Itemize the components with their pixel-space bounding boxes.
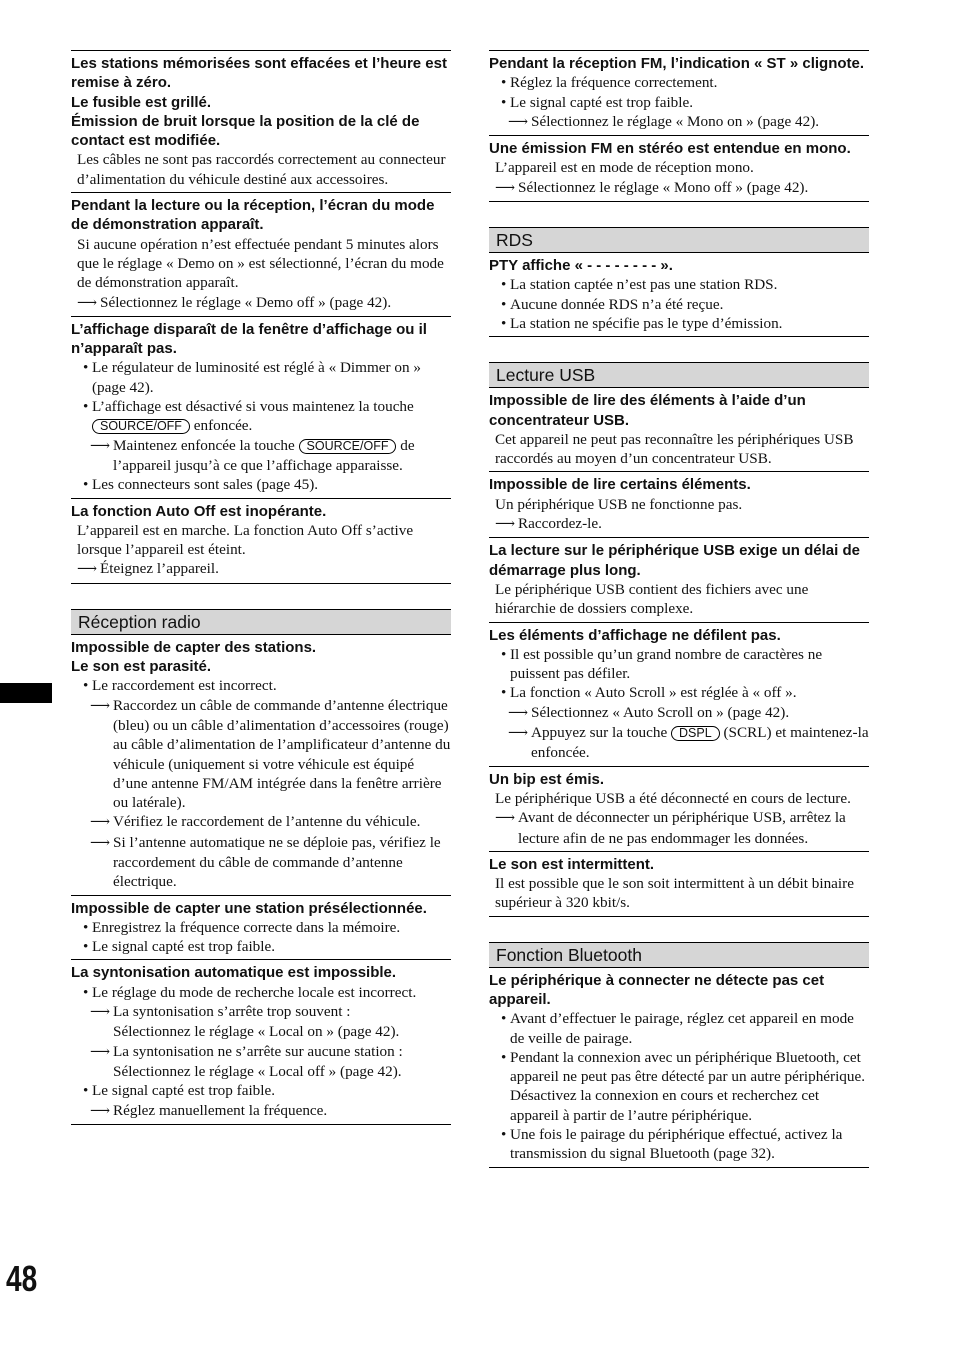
remedy-subline: Sélectionnez le réglage « Local on » (page 42). bbox=[113, 1023, 400, 1041]
list-item: • Réglez la fréquence correctement. bbox=[501, 74, 718, 92]
arrow-right-icon: ⟶ bbox=[508, 705, 529, 721]
trouble-heading: Le son est intermittent. bbox=[489, 855, 655, 873]
arrow-right-icon: ⟶ bbox=[90, 438, 111, 454]
remedy-line: ⟶ Sélectionnez « Auto Scroll on » (page 42). bbox=[489, 703, 869, 723]
trouble-heading: Pendant la lecture ou la réception, l’écran du mode de démonstration apparaît. bbox=[71, 197, 435, 234]
trouble-text: Il est possible que le son soit intermittent à un débit binaire supérieur à 320 kbit/s. bbox=[495, 875, 854, 912]
trouble-heading: Impossible de lire des éléments à l’aide d’un concentrateur USB. bbox=[489, 392, 806, 429]
trouble-heading: Une émission FM en stéréo est entendue en mono. bbox=[489, 140, 851, 158]
list-item: • Le raccordement est incorrect. bbox=[83, 677, 277, 695]
remedy-line: ⟶ Raccordez un câble de commande d’antenne électrique (bleu) ou un câble d’alimentation d’accessoires (rouge) au câble d’alimentation de l’amplificateur d’antenne du véhicule (uniquement si votre véhicule est équipé d’une antenne FM/AM intégrée dans la fenêtre arrière ou latérale). bbox=[90, 696, 451, 812]
remedy-subline: Sélectionnez le réglage « Local off » (page 42). bbox=[113, 1062, 402, 1080]
trouble-heading: Le fusible est grillé. bbox=[71, 93, 212, 111]
arrow-right-icon: ⟶ bbox=[508, 114, 529, 130]
arrow-right-icon: ⟶ bbox=[495, 517, 516, 533]
remedy-line: ⟶ Sélectionnez le réglage « Demo off » (page 42). bbox=[71, 293, 451, 313]
arrow-right-icon: ⟶ bbox=[90, 835, 111, 851]
list-item: • Le régulateur de luminosité est réglé à « Dimmer on » (page 42). bbox=[83, 359, 421, 396]
remedy-line: ⟶ Vérifiez le raccordement de l’antenne du véhicule. bbox=[71, 812, 451, 832]
list-item: • La station ne spécifie pas le type d’émission. bbox=[501, 314, 783, 332]
arrow-right-icon: ⟶ bbox=[495, 180, 516, 196]
list-item: • La fonction « Auto Scroll » est réglée à « off ». bbox=[501, 684, 797, 702]
remedy-line: ⟶ Sélectionnez le réglage « Mono on » (page 42). bbox=[489, 112, 869, 132]
source-off-button-label: SOURCE/OFF bbox=[299, 439, 397, 454]
arrow-right-icon: ⟶ bbox=[90, 1005, 111, 1021]
trouble-heading: La syntonisation automatique est impossible. bbox=[71, 964, 397, 982]
section-title-bluetooth: Fonction Bluetooth bbox=[489, 942, 869, 968]
list-item: • Le réglage du mode de recherche locale est incorrect. bbox=[83, 983, 417, 1001]
trouble-block-slow-start bbox=[489, 537, 869, 621]
trouble-heading: PTY affiche « - - - - - - - - ». bbox=[489, 257, 673, 275]
trouble-block-st-blinks bbox=[489, 50, 869, 135]
remedy-line: ⟶ La syntonisation s’arrête trop souvent : bbox=[71, 1002, 451, 1022]
trouble-block-usb-hub bbox=[489, 388, 869, 471]
remedy-line: ⟶ Raccordez-le. bbox=[489, 514, 869, 534]
trouble-text: Le périphérique USB a été déconnecté en cours de lecture. bbox=[495, 789, 851, 807]
list-item: • Le signal capté est trop faible. bbox=[83, 1082, 276, 1100]
section-tab-marker bbox=[0, 683, 52, 703]
list-item: • Enregistrez la fréquence correcte dans la mémoire. bbox=[83, 918, 401, 936]
list-item: • L’affichage est désactivé si vous maintenez la touche SOURCE/OFF enfoncée. bbox=[83, 398, 414, 435]
remedy-line: ⟶ La syntonisation ne s’arrête sur aucune station : bbox=[71, 1042, 451, 1062]
right-column bbox=[489, 50, 869, 1168]
trouble-heading: Les éléments d’affichage ne défilent pas. bbox=[489, 626, 781, 644]
trouble-block-pty bbox=[489, 253, 869, 337]
trouble-heading: La fonction Auto Off est inopérante. bbox=[71, 502, 327, 520]
section-title-rds: RDS bbox=[489, 227, 869, 253]
trouble-block-demo-mode bbox=[71, 192, 451, 316]
section-title-usb: Lecture USB bbox=[489, 362, 869, 388]
trouble-heading: Un bip est émis. bbox=[489, 770, 605, 788]
remedy-line: ⟶ Si l’antenne automatique ne se déploie pas, vérifiez le raccordement du câble de commande d’antenne électrique. bbox=[90, 833, 441, 891]
remedy-line: ⟶ Éteignez l’appareil. bbox=[71, 559, 451, 579]
trouble-heading: Pendant la réception FM, l’indication « ST » clignote. bbox=[489, 55, 865, 72]
trouble-block-no-scroll bbox=[489, 622, 869, 766]
remedy-line: ⟶ Avant de déconnecter un périphérique USB, arrêtez la lecture afin de ne pas endommager les données. bbox=[495, 809, 846, 847]
list-item: • Une fois le pairage du périphérique effectué, activez la transmission du signal Bluetooth (page 32). bbox=[501, 1126, 843, 1163]
remedy-line: ⟶ Appuyez sur la touche DSPL (SCRL) et maintenez-la enfoncée. bbox=[508, 724, 869, 762]
trouble-heading: Impossible de lire certains éléments. bbox=[489, 476, 751, 494]
trouble-text: L’appareil est en mode de réception mono. bbox=[495, 159, 754, 177]
arrow-right-icon: ⟶ bbox=[90, 1044, 111, 1060]
list-item: • Les connecteurs sont sales (page 45). bbox=[83, 476, 319, 494]
trouble-block-auto-off bbox=[71, 498, 451, 584]
trouble-text: Les câbles ne sont pas raccordés correctement au connecteur d’alimentation du véhicule destiné aux accessoires. bbox=[77, 151, 446, 188]
trouble-heading: La lecture sur le périphérique USB exige un délai de démarrage plus long. bbox=[489, 542, 860, 579]
trouble-text: Cet appareil ne peut pas reconnaître les périphériques USB raccordés au moyen d’un concentrateur USB. bbox=[495, 430, 854, 468]
remedy-line: ⟶ Réglez manuellement la fréquence. bbox=[71, 1101, 451, 1121]
trouble-block-not-detected bbox=[489, 968, 869, 1168]
arrow-right-icon: ⟶ bbox=[495, 811, 516, 827]
arrow-right-icon: ⟶ bbox=[77, 295, 98, 311]
trouble-heading: Impossible de capter une station présélectionnée. bbox=[71, 899, 427, 917]
left-column bbox=[71, 50, 451, 1125]
section-title-radio: Réception radio bbox=[71, 609, 451, 635]
trouble-block-auto-tuning bbox=[71, 959, 451, 1124]
remedy-line: ⟶ Maintenez enfoncée la touche SOURCE/OFF de l’appareil jusqu’à ce que l’affichage apparaisse. bbox=[90, 436, 415, 474]
trouble-block-preset-station bbox=[71, 895, 451, 960]
trouble-block-stations-erased bbox=[71, 50, 451, 192]
arrow-right-icon: ⟶ bbox=[508, 726, 529, 742]
trouble-block-intermittent bbox=[489, 851, 869, 917]
trouble-heading: Le son est parasité. bbox=[71, 658, 212, 676]
page-number: 48 bbox=[6, 1258, 38, 1299]
arrow-right-icon: ⟶ bbox=[77, 562, 98, 578]
list-item: • Aucune donnée RDS n’a été reçue. bbox=[501, 295, 724, 313]
remedy-line: ⟶ Sélectionnez le réglage « Mono off » (page 42). bbox=[489, 178, 869, 198]
trouble-text: Si aucune opération n’est effectuée pendant 5 minutes alors que le réglage « Demo on » est sélectionné, l’écran du mode de démonstration apparaît. bbox=[77, 235, 444, 292]
arrow-right-icon: ⟶ bbox=[90, 698, 111, 714]
list-item: • Avant d’effectuer le pairage, réglez cet appareil en mode de veille de pairage. bbox=[501, 1010, 854, 1047]
trouble-heading: Le périphérique à connecter ne détecte pas cet appareil. bbox=[489, 971, 825, 1008]
trouble-heading: L’affichage disparaît de la fenêtre d’affichage ou il n’apparaît pas. bbox=[71, 320, 427, 358]
list-item: • Le signal capté est trop faible. bbox=[83, 938, 276, 956]
trouble-block-fm-mono bbox=[489, 135, 869, 202]
arrow-right-icon: ⟶ bbox=[90, 1103, 111, 1119]
trouble-text: Le périphérique USB contient des fichiers avec une hiérarchie de dossiers complexe. bbox=[495, 580, 809, 618]
trouble-block-display-disappears bbox=[71, 316, 451, 498]
trouble-text: Un périphérique USB ne fonctionne pas. bbox=[495, 495, 743, 513]
list-item: • Il est possible qu’un grand nombre de caractères ne puissent pas défiler. bbox=[501, 645, 823, 683]
arrow-right-icon: ⟶ bbox=[90, 815, 111, 831]
trouble-block-no-stations bbox=[71, 635, 451, 895]
trouble-heading: Impossible de capter des stations. bbox=[71, 638, 317, 656]
trouble-block-some-items bbox=[489, 471, 869, 537]
dspl-button-label: DSPL bbox=[671, 726, 720, 741]
list-item: • Pendant la connexion avec un périphérique Bluetooth, cet appareil ne peut pas être détecté par un autre périphérique. Désactivez la connexion en cours et recherchez cet appareil à partir de l’autre périphérique. bbox=[501, 1048, 866, 1124]
trouble-heading: Émission de bruit lorsque la position de la clé de contact est modifiée. bbox=[71, 112, 420, 150]
trouble-heading: Les stations mémorisées sont effacées et l’heure est remise à zéro. bbox=[71, 55, 447, 92]
trouble-text: L’appareil est en marche. La fonction Auto Off s’active lorsque l’appareil est éteint. bbox=[77, 521, 414, 559]
source-off-button-label: SOURCE/OFF bbox=[92, 419, 190, 434]
list-item: • La station captée n’est pas une station RDS. bbox=[501, 276, 778, 294]
trouble-block-beep bbox=[489, 766, 869, 851]
list-item: • Le signal capté est trop faible. bbox=[501, 93, 694, 111]
